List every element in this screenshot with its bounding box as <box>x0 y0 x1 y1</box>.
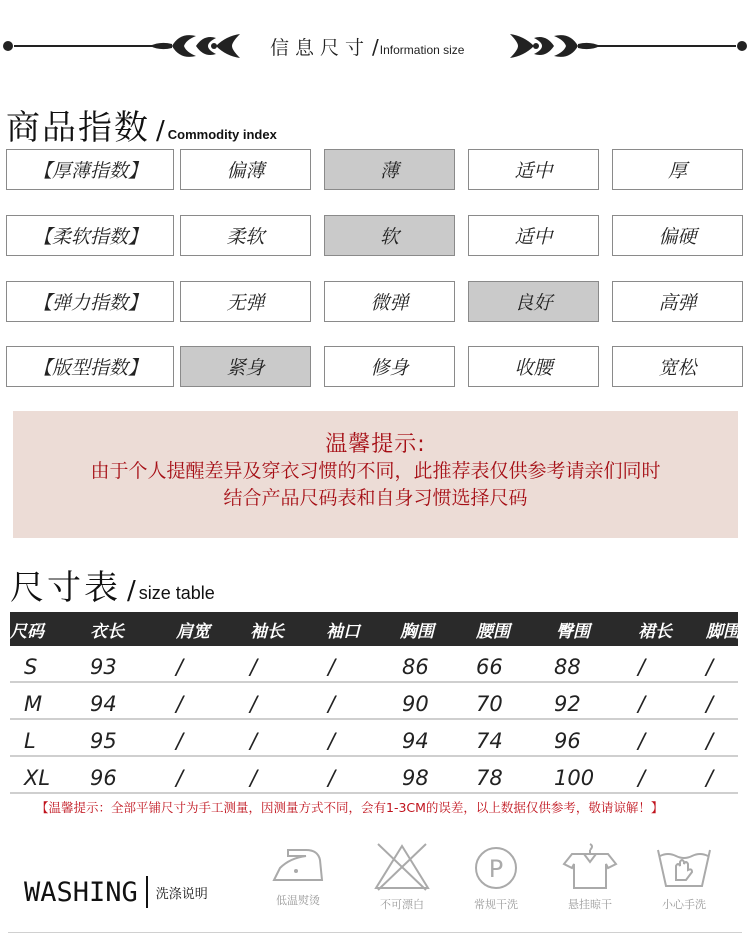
size-value: / <box>706 729 714 753</box>
commodity-index-title-cn: 商品指数 <box>6 108 150 148</box>
size-label: M <box>24 692 43 716</box>
care-label-hangdry: 悬挂晾干 <box>568 898 612 911</box>
care-label-bleach: 不可漂白 <box>380 898 424 911</box>
washing-heading <box>24 876 208 908</box>
size-value: / <box>638 692 646 716</box>
size-value: 100 <box>554 766 595 790</box>
care-item-dryclean <box>456 840 536 912</box>
size-value: / <box>638 655 646 679</box>
size-value: 86 <box>402 655 429 679</box>
index-option: 收腰 <box>468 346 599 387</box>
size-value: / <box>250 655 258 679</box>
size-table-col-header: 衣长 <box>90 622 124 642</box>
size-table-col-header: 尺码 <box>10 622 44 642</box>
size-value: 66 <box>476 655 503 679</box>
size-table-heading <box>10 560 215 609</box>
size-table-title-en: size table <box>138 583 215 603</box>
index-option: 柔软 <box>180 215 311 256</box>
index-option: 微弹 <box>324 281 455 322</box>
commodity-index-slash: / <box>156 116 165 146</box>
size-value: / <box>176 655 184 679</box>
size-value: / <box>706 766 714 790</box>
hang-dry-icon <box>558 840 622 892</box>
info-size-title-cn: 信息尺寸 <box>270 37 371 59</box>
care-label-handwash: 小心手洗 <box>662 898 706 911</box>
size-value: 96 <box>554 729 581 753</box>
commodity-index-heading <box>6 100 277 149</box>
dry-clean-icon <box>464 840 528 892</box>
warm-tip-line-2: 结合产品尺码表和自身习惯选择尺码 <box>223 487 528 509</box>
svg-text:P: P <box>488 855 504 883</box>
size-value: / <box>250 766 258 790</box>
index-row-label: 【版型指数】 <box>6 346 174 387</box>
care-item-iron <box>258 840 338 908</box>
size-value: 78 <box>476 766 503 790</box>
index-option-selected: 良好 <box>468 281 599 322</box>
index-option: 偏薄 <box>180 149 311 190</box>
size-table-col-header: 袖长 <box>250 622 284 642</box>
size-value: 98 <box>402 766 429 790</box>
size-table-col-header: 脚围 <box>706 622 740 642</box>
size-table-col-header: 胸围 <box>400 622 434 642</box>
size-value: / <box>706 655 714 679</box>
washing-divider <box>146 876 148 908</box>
size-value: 96 <box>90 766 117 790</box>
size-value: 90 <box>402 692 429 716</box>
no-bleach-icon <box>370 840 434 892</box>
size-value: / <box>250 729 258 753</box>
size-table-col-header: 肩宽 <box>176 622 210 642</box>
size-value: 95 <box>90 729 117 753</box>
size-value: 93 <box>90 655 117 679</box>
size-value: 94 <box>90 692 117 716</box>
low-temp-iron-icon <box>266 840 330 888</box>
care-item-hangdry <box>550 840 630 912</box>
size-value: / <box>328 692 336 716</box>
index-option: 适中 <box>468 215 599 256</box>
washing-subtitle: 洗涤说明 <box>155 886 208 902</box>
commodity-index-title-en: Commodity index <box>167 127 277 142</box>
warm-tip-box <box>13 411 738 538</box>
size-value: 94 <box>402 729 429 753</box>
size-value: / <box>176 729 184 753</box>
size-label: XL <box>24 766 51 790</box>
size-table-col-header: 袖口 <box>326 622 360 642</box>
index-row-label: 【柔软指数】 <box>6 215 174 256</box>
index-option-selected: 薄 <box>324 149 455 190</box>
left-ornament-icon <box>0 28 256 64</box>
washing-title: WASHING <box>24 876 138 908</box>
size-table-row <box>10 652 738 683</box>
size-value: / <box>638 729 646 753</box>
index-option-selected: 软 <box>324 215 455 256</box>
index-option: 修身 <box>324 346 455 387</box>
size-label: S <box>24 655 38 679</box>
index-option: 宽松 <box>612 346 743 387</box>
right-ornament-icon <box>494 28 750 64</box>
care-label-dryclean: 常规干洗 <box>474 898 518 911</box>
size-table-row <box>10 726 738 757</box>
size-table-header <box>10 612 738 646</box>
info-size-title-en: Information size <box>379 43 465 57</box>
size-table-row <box>10 689 738 720</box>
size-value: 92 <box>554 692 581 716</box>
size-table-slash: / <box>127 576 136 606</box>
index-row-label: 【厚薄指数】 <box>6 149 174 190</box>
size-label: L <box>24 729 36 753</box>
index-option: 无弹 <box>180 281 311 322</box>
index-option: 高弹 <box>612 281 743 322</box>
size-value: 88 <box>554 655 581 679</box>
warm-tip-line-1: 由于个人提醒差异及穿衣习惯的不同，此推荐表仅供参考请亲们同时 <box>90 460 661 482</box>
index-option-selected: 紧身 <box>180 346 311 387</box>
size-value: 70 <box>476 692 503 716</box>
index-option: 厚 <box>612 149 743 190</box>
size-table-title-cn: 尺寸表 <box>10 568 121 608</box>
care-label-iron: 低温熨烫 <box>276 894 320 907</box>
size-value: / <box>328 655 336 679</box>
size-table-col-header: 裙长 <box>638 622 672 642</box>
size-table-col-header: 腰围 <box>476 622 510 642</box>
index-option: 适中 <box>468 149 599 190</box>
footer-divider <box>8 932 742 933</box>
size-value: / <box>706 692 714 716</box>
index-option: 偏硬 <box>612 215 743 256</box>
care-item-handwash <box>644 840 724 912</box>
size-value: / <box>176 692 184 716</box>
measurement-note: 【温馨提示：全部平铺尺寸为手工测量，因测量方式不同，会有1-3CM的误差，以上数据仅供参考，敬请谅解！】 <box>36 800 664 815</box>
size-table-row <box>10 763 738 794</box>
size-value: / <box>328 766 336 790</box>
hand-wash-icon <box>652 840 716 892</box>
info-size-slash: / <box>372 35 379 59</box>
warm-tip-title: 温馨提示: <box>325 432 426 457</box>
size-value: / <box>638 766 646 790</box>
index-row-label: 【弹力指数】 <box>6 281 174 322</box>
size-value: 74 <box>476 729 503 753</box>
size-table-col-header: 臀围 <box>556 622 590 642</box>
care-item-bleach <box>362 840 442 912</box>
size-value: / <box>328 729 336 753</box>
size-value: / <box>176 766 184 790</box>
info-size-title <box>270 33 492 61</box>
size-value: / <box>250 692 258 716</box>
